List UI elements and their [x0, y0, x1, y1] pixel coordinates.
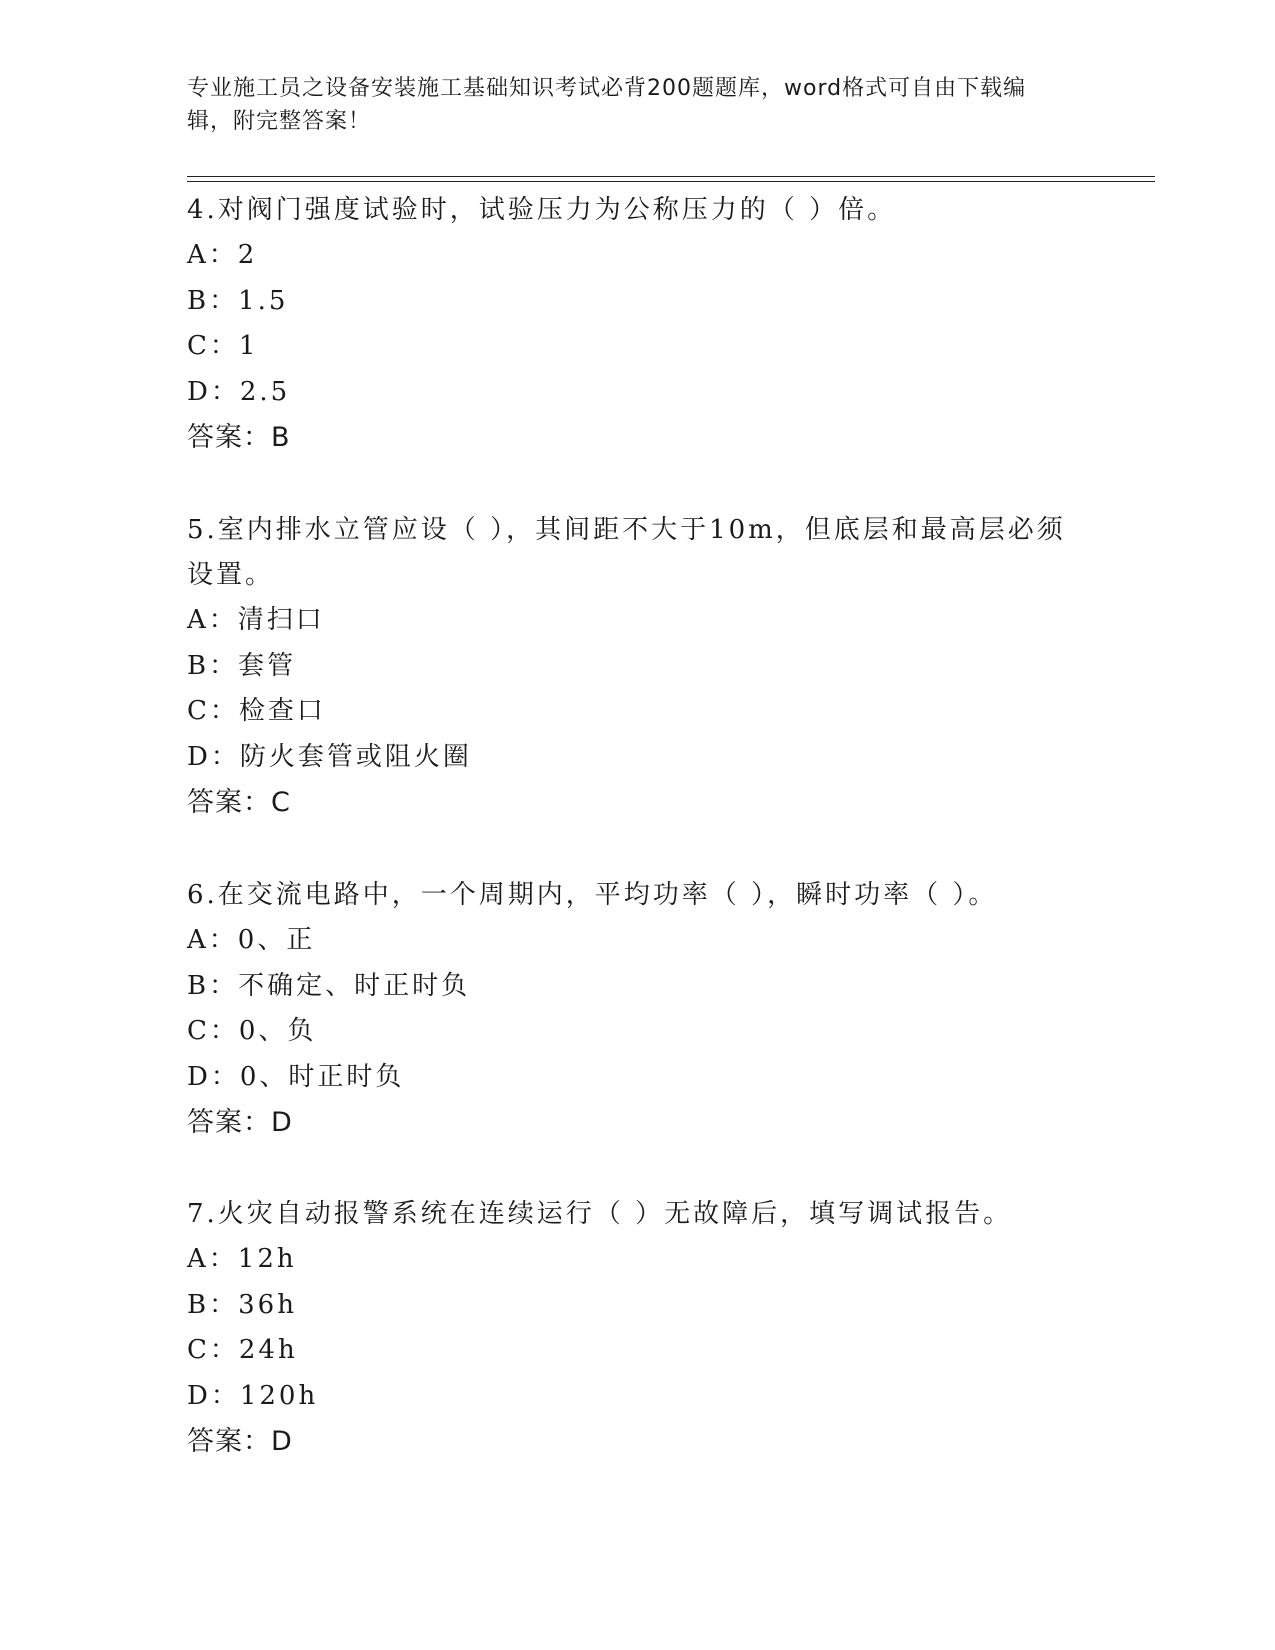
option-a: A：12h [187, 1244, 297, 1274]
answer-text: 答案：C [187, 787, 291, 818]
option-c: C：0、负 [187, 1016, 317, 1046]
question-6 [187, 873, 1087, 1146]
question-stem: 6.在交流电路中，一个周期内，平均功率（ ），瞬时功率（ ）。 [187, 880, 998, 910]
option-b: B：1.5 [187, 285, 289, 316]
option-c: C：1 [187, 331, 259, 361]
option-a: A：2 [187, 240, 258, 270]
option-c: C：24h [187, 1335, 298, 1365]
option-c: C：检查口 [187, 696, 326, 726]
option-b: B：36h [187, 1289, 297, 1320]
answer-text: 答案：B [187, 422, 291, 453]
option-a: A：0、正 [187, 925, 316, 955]
option-d: D：防火套管或阻火圈 [187, 741, 472, 772]
answer-text: 答案：D [187, 1426, 293, 1457]
answer-text: 答案：D [187, 1107, 293, 1138]
question-4 [187, 188, 1087, 461]
option-a: A：清扫口 [187, 605, 325, 635]
question-5 [187, 508, 1087, 826]
document-header: 专业施工员之设备安装施工基础知识考试必背200题题库，word格式可自由下载编辑，附完整答案！ [187, 76, 1027, 134]
question-7 [187, 1192, 1087, 1465]
option-b: B：套管 [187, 650, 297, 681]
header-divider-top [187, 176, 1155, 177]
option-b: B：不确定、时正时负 [187, 970, 471, 1001]
question-stem: 4.对阀门强度试验时，试验压力为公称压力的（ ）倍。 [187, 195, 897, 225]
option-d: D：2.5 [187, 376, 291, 407]
question-stem: 5.室内排水立管应设（ ），其间距不大于10m，但底层和最高层必须设置。 [187, 515, 1066, 590]
header-divider-bottom [187, 181, 1155, 182]
option-d: D：120h [187, 1380, 319, 1411]
question-stem: 7.火灾自动报警系统在连续运行（ ）无故障后，填写调试报告。 [187, 1199, 1013, 1229]
option-d: D：0、时正时负 [187, 1061, 405, 1092]
